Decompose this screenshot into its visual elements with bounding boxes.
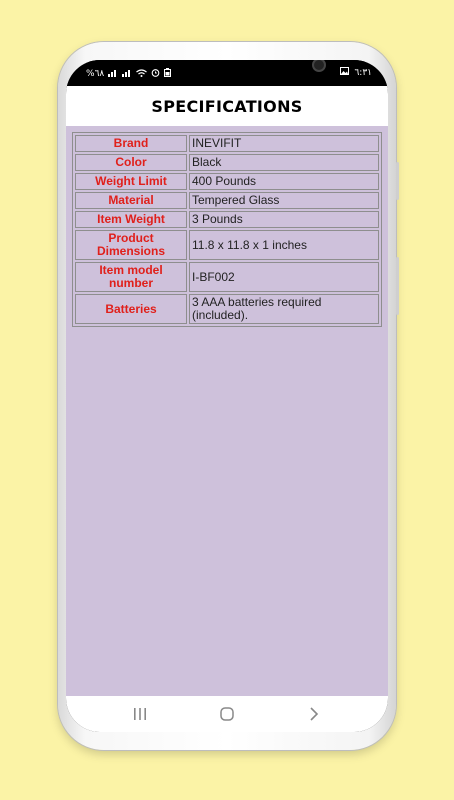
spec-value: I-BF002 — [189, 262, 379, 292]
signal-icon — [108, 69, 118, 80]
spec-key: Product Dimensions — [75, 230, 187, 260]
wifi-icon — [136, 69, 147, 80]
table-row — [75, 135, 379, 152]
home-icon[interactable] — [207, 699, 247, 729]
spec-key: Brand — [75, 135, 187, 152]
navigation-bar — [66, 696, 388, 732]
spec-value: INEVIFIT — [189, 135, 379, 152]
recents-icon[interactable] — [120, 699, 160, 729]
table-row — [75, 192, 379, 209]
spec-value: Black — [189, 154, 379, 171]
screen — [66, 60, 388, 732]
spec-key: Item Weight — [75, 211, 187, 228]
status-right — [340, 67, 372, 78]
table-row — [75, 173, 379, 190]
spec-key: Weight Limit — [75, 173, 187, 190]
spec-key: Color — [75, 154, 187, 171]
table-row — [75, 154, 379, 171]
spec-value: 11.8 x 11.8 x 1 inches — [189, 230, 379, 260]
table-row — [75, 294, 379, 324]
table-row — [75, 230, 379, 260]
phone-frame — [58, 42, 396, 750]
volume-button — [396, 162, 399, 200]
specs-content — [66, 126, 388, 696]
spec-value: 3 AAA batteries required (included). — [189, 294, 379, 324]
spec-key: Material — [75, 192, 187, 209]
table-row — [75, 262, 379, 292]
spec-value: 400 Pounds — [189, 173, 379, 190]
front-camera — [312, 60, 326, 72]
status-left — [86, 68, 171, 80]
spec-value: 3 Pounds — [189, 211, 379, 228]
signal-icon-2 — [122, 69, 132, 80]
status-bar — [66, 60, 388, 86]
spec-key: Item model number — [75, 262, 187, 292]
battery-icon — [164, 68, 171, 80]
spec-value: Tempered Glass — [189, 192, 379, 209]
power-button — [396, 257, 399, 315]
page-title: SPECIFICATIONS — [151, 96, 303, 116]
image-notification-icon — [340, 67, 349, 78]
alarm-icon — [151, 68, 160, 80]
spec-key: Batteries — [75, 294, 187, 324]
app-header — [66, 86, 388, 126]
back-icon[interactable] — [294, 699, 334, 729]
battery-percent: %٦٨ — [86, 69, 105, 79]
specifications-table — [72, 132, 382, 327]
clock-time: ٦:٣١ — [354, 67, 372, 78]
table-row — [75, 211, 379, 228]
